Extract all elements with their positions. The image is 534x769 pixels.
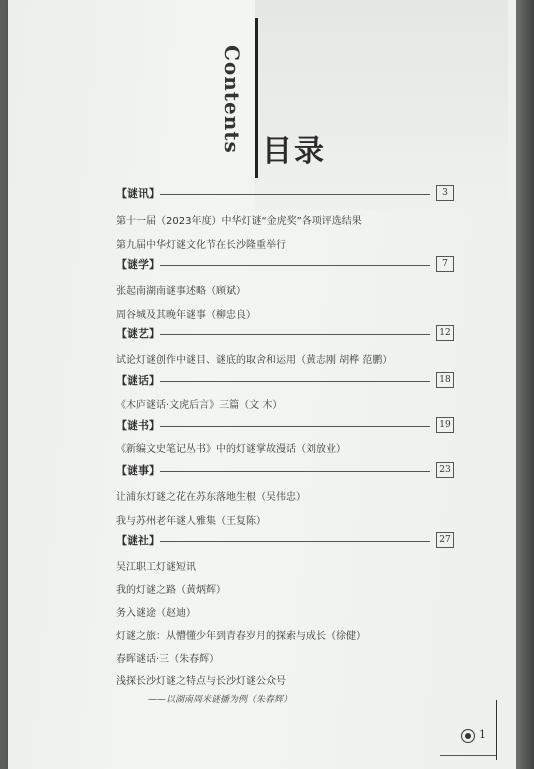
section-page-number: 18: [436, 372, 454, 388]
section-label: 【谜话】: [116, 374, 160, 387]
page-ornament-icon: [461, 729, 475, 743]
section-label: 【谜讯】: [116, 187, 160, 200]
section-page-number: 23: [436, 462, 454, 478]
toc-entry[interactable]: 试论灯谜创作中谜目、谜底的取舍和运用（黄志刚 胡桦 范鹏）: [116, 355, 393, 366]
toc-entry[interactable]: 灯谜之旅：从懵懂少年到青春岁月的探索与成长（徐健）: [116, 631, 366, 642]
toc-entry[interactable]: 浅探长沙灯谜之特点与长沙灯谜公众号: [116, 676, 286, 687]
toc-entry[interactable]: 务入谜途（赵迪）: [116, 608, 196, 619]
section-rule: [160, 541, 430, 542]
section-header: [116, 256, 456, 274]
section-rule: [160, 334, 430, 335]
section-header: [116, 372, 456, 390]
toc-entry[interactable]: 张起南湖南谜事述略（顾斌）: [116, 286, 246, 297]
footer-vertical-rule: [496, 700, 497, 760]
page-title: 目录: [262, 134, 326, 169]
toc-entry[interactable]: 春晖谜话·三（朱春辉）: [116, 654, 220, 665]
section-rule: [160, 381, 430, 382]
page-number: 1: [479, 728, 486, 741]
section-page-number: 3: [436, 185, 454, 201]
footer-horizontal-rule: [440, 755, 496, 756]
toc-entry[interactable]: 周谷城及其晚年谜事（柳忠良）: [116, 310, 256, 321]
toc-entry[interactable]: 《新编文史笔记丛书》中的灯谜掌故漫话（刘放业）: [116, 444, 346, 455]
section-header: [116, 185, 456, 203]
section-page-number: 7: [436, 256, 454, 272]
section-page-number: 12: [436, 325, 454, 341]
toc-entry[interactable]: 吴江职工灯谜短讯: [116, 562, 196, 573]
toc-entry[interactable]: 《木庐谜话·文虎后言》三篇（文 木）: [116, 400, 283, 411]
contents-english-title: Contents: [220, 45, 244, 154]
toc-entry[interactable]: 第九届中华灯谜文化节在长沙隆重举行: [116, 240, 286, 251]
section-page-number: 27: [436, 532, 454, 548]
section-rule: [160, 426, 430, 427]
section-label: 【谜书】: [116, 419, 160, 432]
section-rule: [160, 265, 430, 266]
section-page-number: 19: [436, 417, 454, 433]
toc-entry[interactable]: 第十一届（2023年度）中华灯谜“金虎奖”各项评选结果: [116, 216, 362, 227]
section-header: [116, 462, 456, 480]
section-header: [116, 325, 456, 343]
section-label: 【谜艺】: [116, 327, 160, 340]
section-label: 【谜事】: [116, 464, 160, 477]
toc-entry[interactable]: 我与苏州老年谜人雅集（王复陈）: [116, 516, 266, 527]
section-header: [116, 417, 456, 435]
toc-entry[interactable]: 让浦东灯谜之花在苏东落地生根（吴伟忠）: [116, 492, 306, 503]
section-label: 【谜社】: [116, 534, 160, 547]
section-rule: [160, 194, 430, 195]
section-rule: [160, 471, 430, 472]
toc-entry-subtitle: ——以湖南周米谜播为例（朱春辉）: [148, 695, 293, 705]
section-header: [116, 532, 456, 550]
toc-entry[interactable]: 我的灯谜之路（黄炳辉）: [116, 585, 226, 596]
section-label: 【谜学】: [116, 258, 160, 271]
